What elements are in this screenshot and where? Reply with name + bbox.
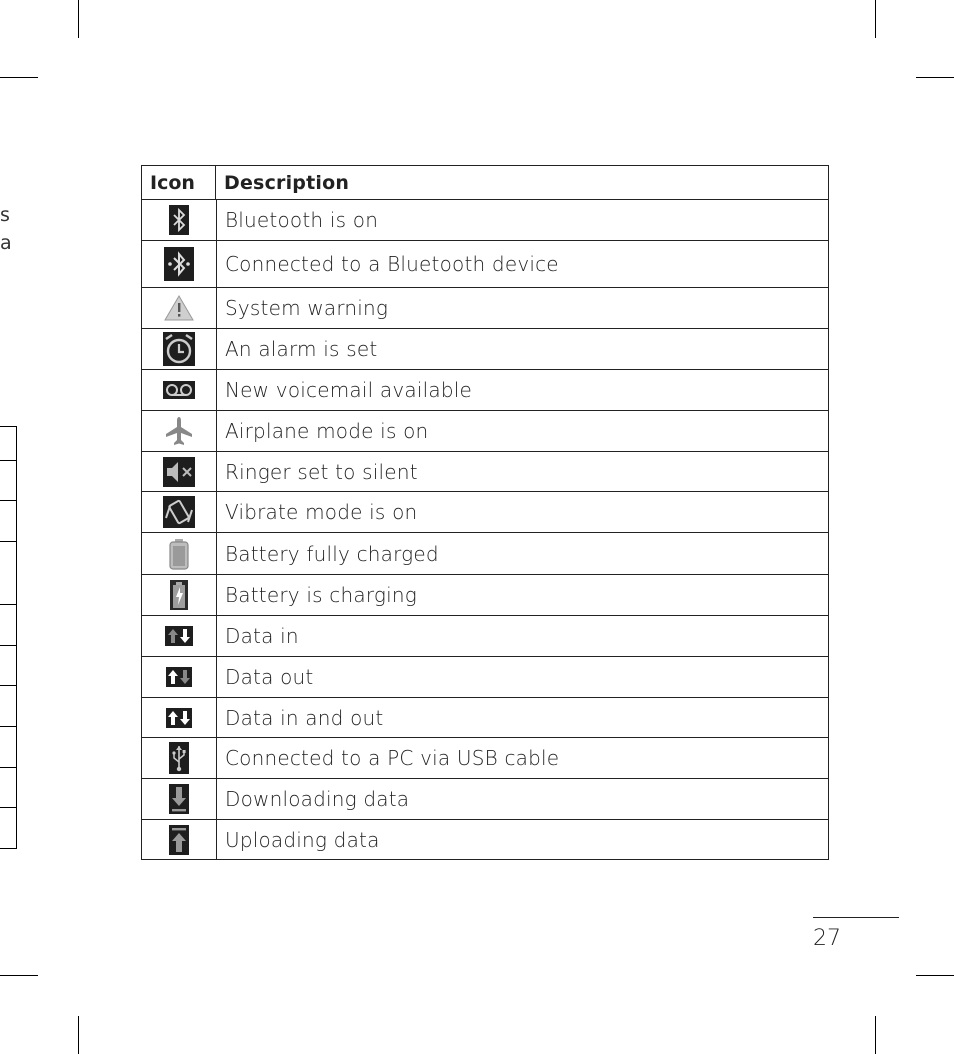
row-description: Uploading data [225, 827, 380, 852]
row-description: Battery fully charged [225, 541, 439, 566]
alarm-icon [163, 332, 195, 366]
row-description: Connected to a PC via USB cable [225, 746, 560, 770]
table-row [142, 287, 828, 328]
upload-icon [169, 825, 189, 855]
row-description: Bluetooth is on [225, 208, 379, 232]
crop-mark [916, 77, 954, 78]
page-number-rule [813, 917, 899, 918]
row-description: Data in [225, 624, 299, 648]
data-in-out-icon [166, 708, 192, 728]
battery-full-icon [168, 538, 190, 570]
table-row [142, 697, 828, 737]
crop-mark [78, 0, 79, 38]
row-description: System warning [225, 296, 389, 320]
vibrate-icon [163, 496, 195, 528]
row-description: Battery is charging [225, 583, 417, 607]
row-description: Vibrate mode is on [225, 500, 418, 524]
row-description: Ringer set to silent [225, 459, 418, 484]
crop-mark [875, 1016, 876, 1054]
icon-table [141, 165, 829, 860]
page-number: 27 [813, 926, 841, 951]
table-row [142, 491, 828, 532]
bluetooth-connected-icon [164, 247, 194, 281]
table-row [142, 369, 828, 410]
header-description: Description [224, 171, 350, 194]
crop-mark [0, 975, 38, 976]
bleed-text: a [0, 232, 12, 254]
data-out-icon [166, 667, 192, 687]
crop-mark [0, 77, 38, 78]
bluetooth-on-icon [169, 205, 189, 235]
crop-mark [875, 0, 876, 38]
header-icon: Icon [142, 166, 216, 199]
row-description: An alarm is set [225, 337, 378, 361]
table-row [142, 532, 828, 574]
table-row [142, 240, 828, 287]
row-description: New voicemail available [225, 378, 472, 402]
table-row [142, 574, 828, 615]
table-row [142, 451, 828, 491]
row-description: Connected to a Bluetooth device [225, 252, 559, 276]
airplane-icon [165, 416, 193, 446]
warning-icon [164, 295, 194, 321]
row-description: Airplane mode is on [225, 419, 429, 443]
table-row [142, 737, 828, 778]
table-header [142, 166, 828, 199]
table-row [142, 615, 828, 656]
download-icon [169, 784, 189, 814]
table-row [142, 778, 828, 819]
row-description: Downloading data [225, 787, 410, 811]
crop-mark [916, 975, 954, 976]
row-description: Data in and out [225, 705, 384, 730]
bleed-table [0, 426, 17, 849]
crop-mark [78, 1016, 79, 1054]
silent-icon [163, 457, 195, 487]
voicemail-icon [163, 381, 195, 399]
data-in-icon [165, 626, 193, 646]
battery-charging-icon [170, 580, 188, 610]
table-row [142, 328, 828, 369]
bleed-text: s [0, 204, 10, 226]
table-row [142, 656, 828, 697]
row-description: Data out [225, 665, 314, 689]
table-row [142, 199, 828, 240]
table-row [142, 410, 828, 451]
usb-icon [169, 742, 189, 774]
table-row [142, 819, 828, 859]
